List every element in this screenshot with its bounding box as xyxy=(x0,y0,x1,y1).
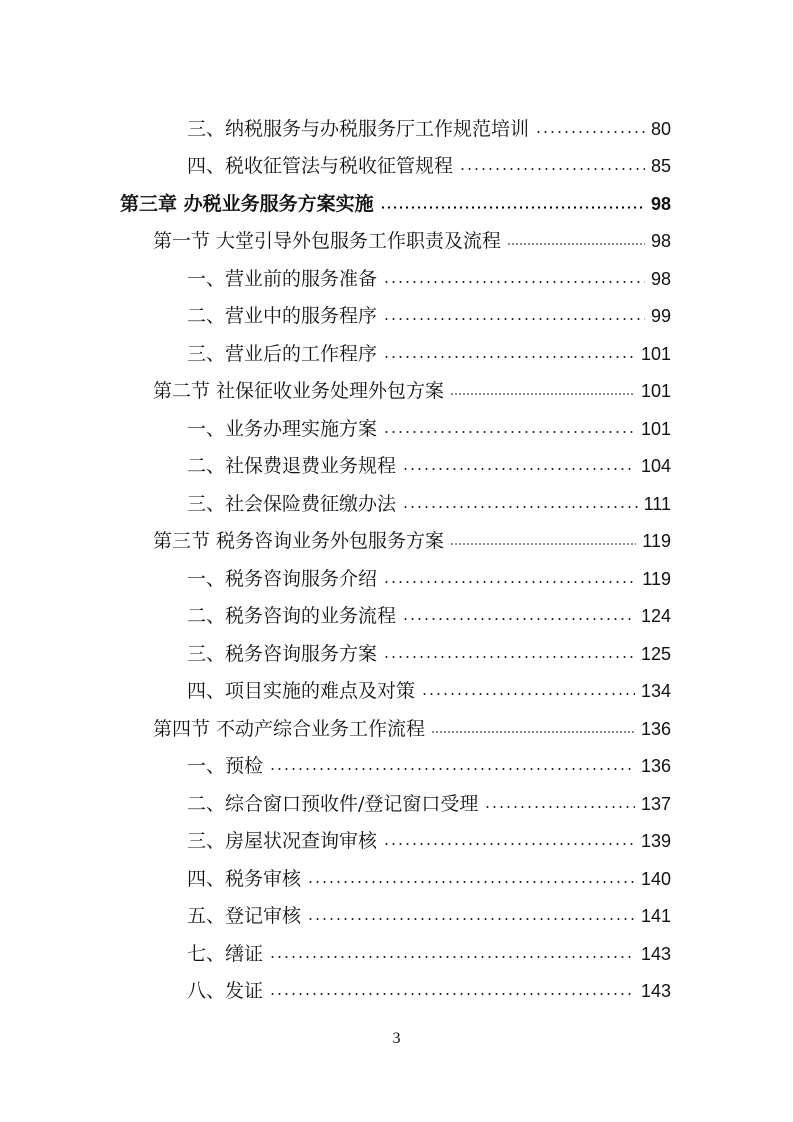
toc-entry-page: 143 xyxy=(640,944,671,964)
dot-leader xyxy=(307,918,635,920)
dot-leader xyxy=(535,131,645,133)
toc-entry-page: 98 xyxy=(650,269,671,289)
toc-entry-title: 三、纳税服务与办税服务厅工作规范培训 xyxy=(187,118,530,140)
toc-entry[interactable] xyxy=(187,637,671,671)
dot-leader xyxy=(307,881,635,883)
toc-entry-title: 二、税务咨询的业务流程 xyxy=(187,605,397,627)
toc-entry[interactable] xyxy=(187,412,671,446)
dot-leader xyxy=(383,843,635,845)
toc-entry-page: 119 xyxy=(642,531,671,551)
toc-entry-page: 125 xyxy=(640,644,671,664)
toc-entry-title: 第三章 办税业务服务方案实施 xyxy=(120,193,374,215)
toc-entry[interactable] xyxy=(187,599,671,633)
toc-entry-page: 139 xyxy=(640,831,671,851)
toc-entry-page: 141 xyxy=(640,906,671,926)
toc-entry[interactable] xyxy=(187,787,671,821)
toc-section-entry[interactable] xyxy=(153,374,671,408)
toc-entry-page: 143 xyxy=(640,981,671,1001)
toc-entry-title: 四、税收征管法与税收征管规程 xyxy=(187,155,454,177)
toc-entry[interactable] xyxy=(187,449,671,483)
toc-entry-title: 三、社会保险费征缴办法 xyxy=(187,493,397,515)
toc-entry-title: 一、营业前的服务准备 xyxy=(187,268,378,290)
toc-entry-title: 一、业务办理实施方案 xyxy=(187,418,378,440)
dot-leader xyxy=(402,506,638,508)
toc-entry-title: 八、发证 xyxy=(187,980,264,1002)
toc-entry-page: 85 xyxy=(650,156,671,176)
toc-entry-page: 124 xyxy=(640,606,671,626)
toc-entry-page: 136 xyxy=(640,756,671,776)
toc-entry[interactable] xyxy=(187,862,671,896)
toc-entry-title: 第四节 不动产综合业务工作流程 xyxy=(153,718,426,740)
toc-entry[interactable] xyxy=(187,562,671,596)
dot-leader xyxy=(383,281,645,283)
dot-leader xyxy=(383,318,645,320)
dot-leader xyxy=(450,393,635,395)
page-number: 3 xyxy=(392,1030,401,1047)
dot-leader xyxy=(402,618,635,620)
toc-entry[interactable] xyxy=(187,149,671,183)
toc-entry-page: 136 xyxy=(640,719,671,739)
dot-leader xyxy=(459,168,645,170)
toc-entry-title: 二、营业中的服务程序 xyxy=(187,305,378,327)
toc-entry-page: 101 xyxy=(640,344,671,364)
toc-entry-page: 80 xyxy=(650,119,671,139)
dot-leader xyxy=(431,731,635,733)
toc-section-entry[interactable] xyxy=(153,524,671,558)
toc-entry[interactable] xyxy=(187,487,671,521)
toc-entry[interactable] xyxy=(187,749,671,783)
toc-entry-title: 一、预检 xyxy=(187,755,264,777)
toc-chapter-entry[interactable] xyxy=(120,187,671,221)
toc-entry-page: 140 xyxy=(640,869,671,889)
toc-entry[interactable] xyxy=(187,112,671,146)
toc-entry[interactable] xyxy=(187,899,671,933)
toc-entry-title: 第二节 社保征收业务处理外包方案 xyxy=(153,380,445,402)
toc-entry-page: 111 xyxy=(643,494,671,514)
dot-leader xyxy=(380,206,645,209)
toc-entry[interactable] xyxy=(187,937,671,971)
toc-entry-page: 134 xyxy=(640,681,671,701)
toc-entry-title: 七、缮证 xyxy=(187,943,264,965)
toc-entry-page: 101 xyxy=(640,419,671,439)
dot-leader xyxy=(383,356,635,358)
dot-leader xyxy=(269,956,635,958)
toc-entry[interactable] xyxy=(187,974,671,1008)
toc-entry-title: 三、税务咨询服务方案 xyxy=(187,643,378,665)
toc-entry-page: 137 xyxy=(640,794,671,814)
dot-leader xyxy=(450,543,636,545)
toc-section-entry[interactable] xyxy=(153,712,671,746)
toc-entry[interactable] xyxy=(187,262,671,296)
toc-entry-page: 98 xyxy=(650,194,671,214)
toc-entry-page: 119 xyxy=(642,569,671,589)
dot-leader xyxy=(383,656,635,658)
toc-entry-title: 四、项目实施的难点及对策 xyxy=(187,680,416,702)
toc-entry-page: 98 xyxy=(650,231,671,251)
dot-leader xyxy=(269,993,635,995)
toc-entry-title: 三、房屋状况查询审核 xyxy=(187,830,378,852)
dot-leader xyxy=(383,581,636,583)
toc-entry[interactable] xyxy=(187,674,671,708)
toc-entry-title: 一、税务咨询服务介绍 xyxy=(187,568,378,590)
dot-leader xyxy=(402,468,635,470)
toc-entry[interactable] xyxy=(187,337,671,371)
toc-entry-title: 三、营业后的工作程序 xyxy=(187,343,378,365)
toc-entry-title: 二、综合窗口预收件/登记窗口受理 xyxy=(187,793,479,815)
dot-leader xyxy=(383,431,635,433)
toc-entry-page: 101 xyxy=(640,381,671,401)
toc-entry-page: 104 xyxy=(640,456,671,476)
toc-entry-page: 99 xyxy=(650,306,671,326)
dot-leader xyxy=(421,693,635,695)
toc-entry-title: 第一节 大堂引导外包服务工作职责及流程 xyxy=(153,230,502,252)
toc-section-entry[interactable] xyxy=(153,224,671,258)
dot-leader xyxy=(507,243,645,245)
dot-leader xyxy=(269,768,635,770)
dot-leader xyxy=(484,806,635,808)
toc-entry-title: 第三节 税务咨询业务外包服务方案 xyxy=(153,530,445,552)
toc-entry-title: 四、税务审核 xyxy=(187,868,302,890)
toc-entry-title: 五、登记审核 xyxy=(187,905,302,927)
toc-entry[interactable] xyxy=(187,299,671,333)
toc-entry[interactable] xyxy=(187,824,671,858)
toc-entry-title: 二、社保费退费业务规程 xyxy=(187,455,397,477)
